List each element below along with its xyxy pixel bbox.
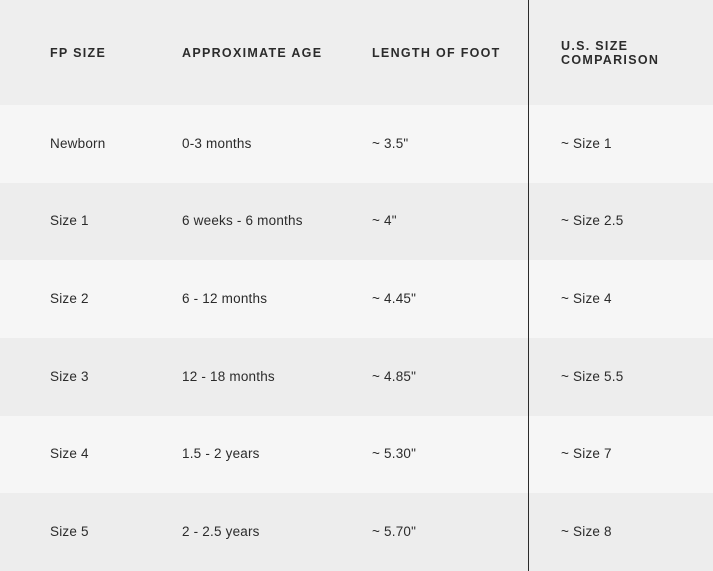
table-row [0,260,713,338]
cell-length-of-foot: ~ 4.45" [357,260,530,338]
cell-fp-size: Newborn [0,105,163,183]
cell-us-size-comparison: ~ Size 7 [530,416,713,494]
table-row [0,338,713,416]
table-row [0,183,713,261]
column-header-fp-size: FP SIZE [0,0,163,105]
column-divider [528,0,529,571]
cell-us-size-comparison: ~ Size 1 [530,105,713,183]
cell-us-size-comparison: ~ Size 4 [530,260,713,338]
cell-fp-size: Size 3 [0,338,163,416]
cell-us-size-comparison: ~ Size 8 [530,493,713,571]
cell-fp-size: Size 4 [0,416,163,494]
cell-length-of-foot: ~ 5.70" [357,493,530,571]
table-row [0,493,713,571]
column-header-length-of-foot: LENGTH OF FOOT [357,0,530,105]
cell-length-of-foot: ~ 4" [357,183,530,261]
column-header-approximate-age: APPROXIMATE AGE [163,0,357,105]
cell-approximate-age: 1.5 - 2 years [163,416,357,494]
cell-us-size-comparison: ~ Size 5.5 [530,338,713,416]
cell-approximate-age: 12 - 18 months [163,338,357,416]
table-header [0,0,713,105]
cell-us-size-comparison: ~ Size 2.5 [530,183,713,261]
table-body [0,105,713,571]
cell-approximate-age: 0-3 months [163,105,357,183]
table-header-row [0,0,713,105]
cell-fp-size: Size 2 [0,260,163,338]
cell-approximate-age: 2 - 2.5 years [163,493,357,571]
cell-length-of-foot: ~ 5.30" [357,416,530,494]
table-row [0,105,713,183]
cell-approximate-age: 6 - 12 months [163,260,357,338]
cell-length-of-foot: ~ 3.5" [357,105,530,183]
cell-fp-size: Size 5 [0,493,163,571]
cell-length-of-foot: ~ 4.85" [357,338,530,416]
cell-approximate-age: 6 weeks - 6 months [163,183,357,261]
table-row [0,416,713,494]
column-header-us-size-comparison: U.S. SIZE COMPARISON [530,0,713,105]
cell-fp-size: Size 1 [0,183,163,261]
